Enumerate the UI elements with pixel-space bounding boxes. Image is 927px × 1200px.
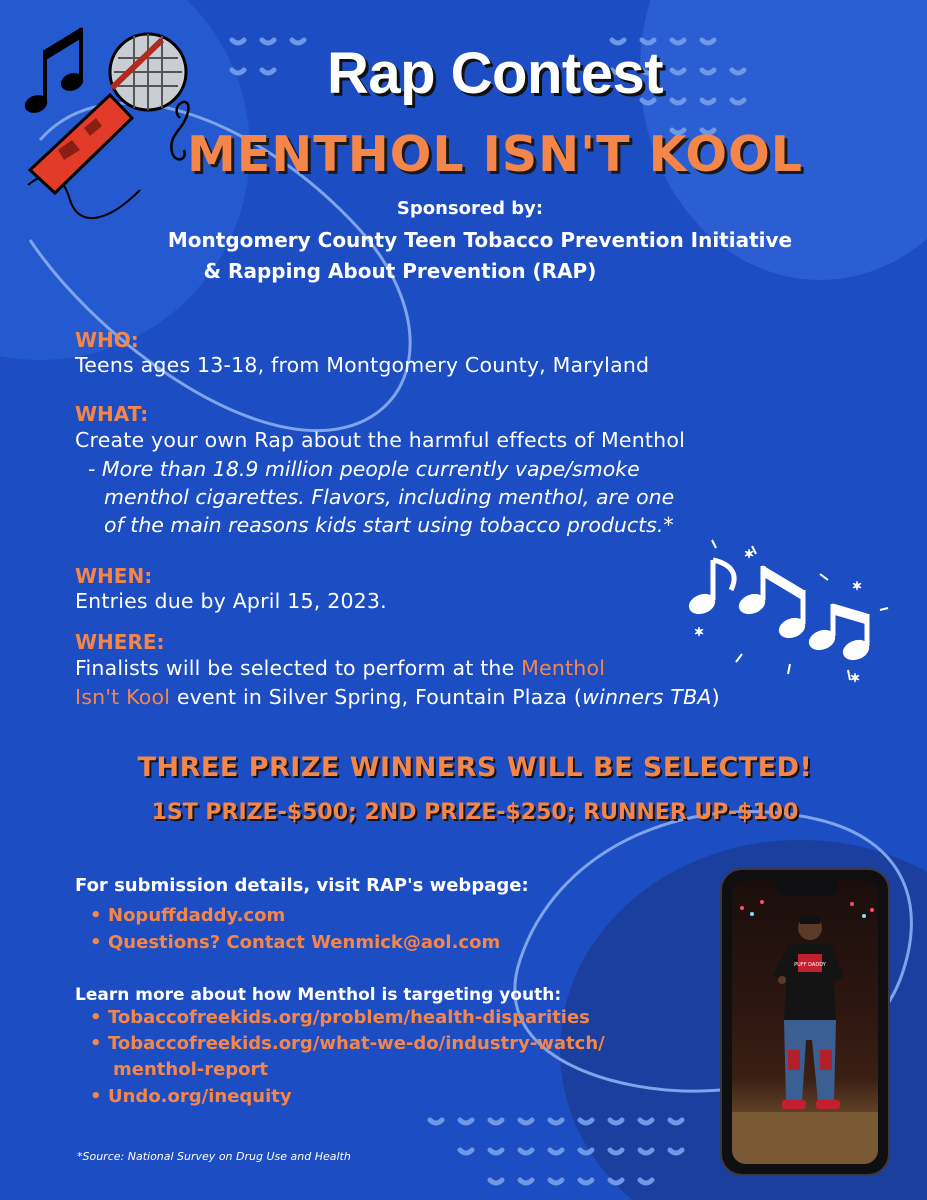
what-bullet-line-3: of the main reasons kids start using tobacco products.*	[104, 513, 674, 537]
what-text: Create your own Rap about the harmful effects of Menthol	[75, 428, 685, 452]
where-heading: WHERE:	[75, 630, 165, 654]
sponsor-line-1: Montgomery County Teen Tobacco Prevention Initiative	[167, 228, 793, 252]
performer-illustration	[732, 880, 878, 1164]
svg-text:✶: ✶	[744, 547, 755, 561]
when-text: Entries due by April 15, 2023.	[75, 589, 387, 613]
where-event-name-part-1: Menthol	[521, 656, 606, 680]
where-line-1	[75, 656, 605, 680]
where-winners-note: winners TBA	[582, 685, 712, 709]
submission-item[interactable]	[90, 905, 285, 926]
where-line-2-middle: event in Silver Spring, Fountain Plaza (	[170, 685, 583, 709]
bullet-dot: •	[90, 1033, 102, 1054]
what-bullet-line-1: - More than 18.9 million people currently vape/smoke	[88, 457, 640, 481]
prize-amounts: 1ST PRIZE-$500; 2ND PRIZE-$250; RUNNER UP-$100	[151, 800, 799, 825]
bullet-dot: •	[90, 1007, 102, 1028]
sponsor-line-2: & Rapping About Prevention (RAP)	[203, 259, 597, 283]
bullet-dot: •	[90, 1086, 102, 1107]
sponsored-by-label: Sponsored by:	[396, 198, 544, 219]
who-heading: WHO:	[75, 328, 139, 352]
learn-more-link-2-continued[interactable]: menthol-report	[113, 1059, 269, 1080]
learn-more-link-3[interactable]	[90, 1086, 292, 1107]
where-line-1-prefix: Finalists will be selected to perform at the	[75, 656, 522, 680]
where-event-name-part-2: Isn't Kool	[75, 685, 171, 709]
learn-more-link-1[interactable]	[90, 1007, 590, 1028]
dash-pattern-bottom	[430, 1120, 682, 1183]
phone-notch	[776, 880, 838, 896]
learn-more-heading: Learn more about how Menthol is targeting youth:	[75, 985, 562, 1005]
music-notes-right-icon	[687, 540, 888, 685]
learn-more-link-2[interactable]	[90, 1033, 605, 1054]
when-heading: WHEN:	[75, 564, 153, 588]
who-text: Teens ages 13-18, from Montgomery County, Maryland	[75, 353, 650, 377]
svg-text:✶: ✶	[852, 579, 863, 593]
poster-subtitle: MENTHOL ISN'T KOOL	[187, 126, 803, 183]
learn-more-link-3-text: Undo.org/inequity	[108, 1086, 292, 1107]
bullet-dot: •	[90, 905, 102, 926]
submission-heading: For submission details, visit RAP's webpage:	[75, 875, 529, 896]
where-line-2-suffix: )	[711, 685, 720, 709]
prize-heading: THREE PRIZE WINNERS WILL BE SELECTED!	[137, 752, 813, 783]
performer-photo	[732, 880, 878, 1164]
learn-more-link-1-text: Tobaccofreekids.org/problem/health-disparities	[108, 1007, 590, 1028]
shirt-text: PUFF DADDY	[794, 962, 826, 968]
source-footnote: *Source: National Survey on Drug Use and Health	[77, 1150, 351, 1163]
bullet-dot: •	[90, 932, 102, 953]
what-bullet-line-2: menthol cigarettes. Flavors, including menthol, are one	[104, 485, 675, 509]
submission-item[interactable]	[90, 932, 500, 953]
submission-item-text: Nopuffdaddy.com	[108, 905, 286, 926]
learn-more-link-2-text: Tobaccofreekids.org/what-we-do/industry-watch/	[108, 1033, 605, 1054]
smartphone-photo	[720, 868, 890, 1176]
svg-text:✶: ✶	[850, 671, 861, 685]
what-heading: WHAT:	[75, 402, 149, 426]
submission-item-text: Questions? Contact Wenmick@aol.com	[108, 932, 501, 953]
where-line-2	[75, 685, 720, 709]
svg-text:✶: ✶	[694, 625, 705, 639]
poster-title: Rap Contest	[326, 41, 664, 106]
